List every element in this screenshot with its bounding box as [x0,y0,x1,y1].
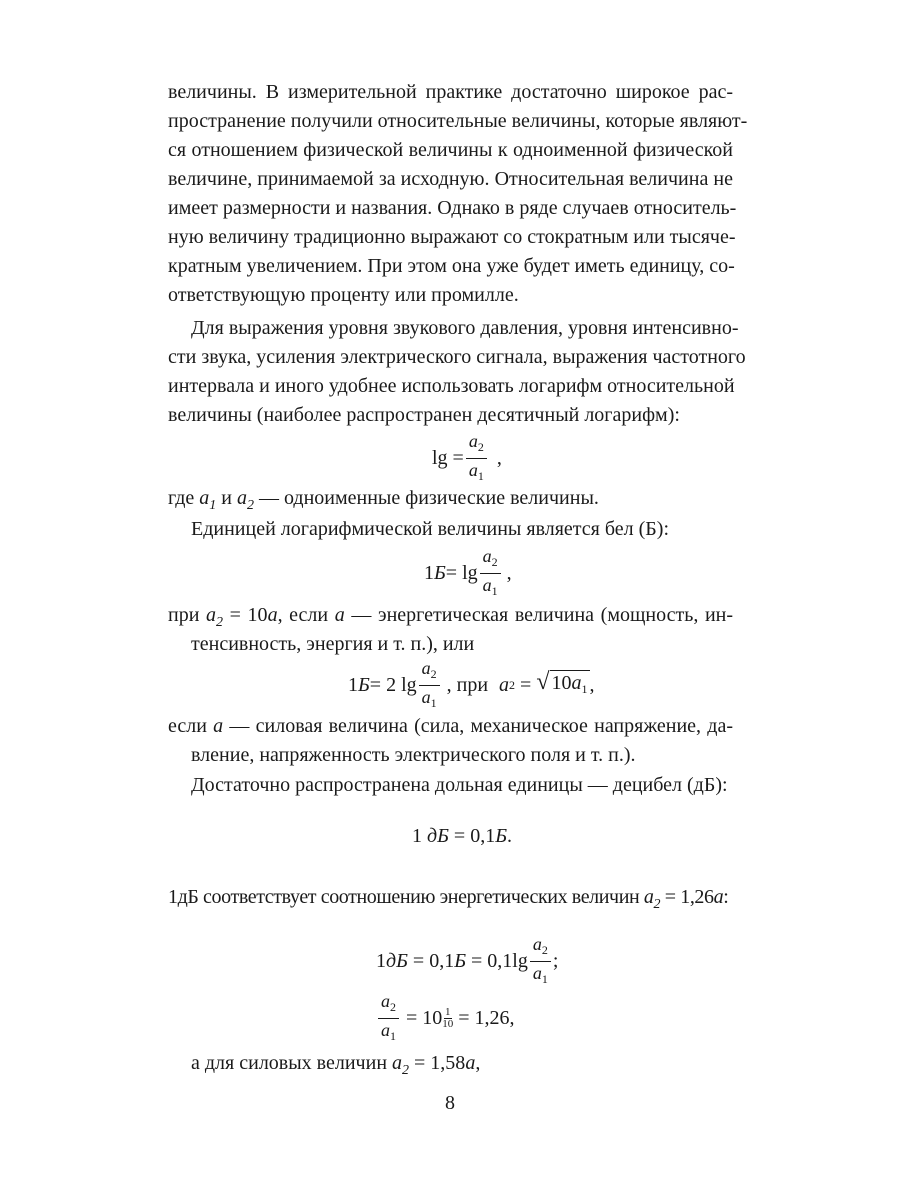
formula-6-den-sub: 1 [390,1029,396,1043]
ratio-var-2: a [713,886,724,908]
paragraph-2-line-4: величины (наиболее распространен десятичный логарифм): [168,404,680,426]
force-line-2: вление, напряженность электрического поля и т. п.). [191,744,636,766]
formula-1-fraction [466,430,487,487]
force-ratio-var-2: a [465,1052,476,1074]
formula-2-num-var: a [482,546,492,566]
ratio-line [168,883,733,919]
formula-3-mid: , при [441,674,494,696]
formula-2-fraction [480,545,501,602]
formula-6-fraction [378,990,399,1047]
formula-6-eq: = 10 [401,1007,443,1029]
energy-line-2: тенсивность, энергия и т. п.), или [191,633,475,655]
energy-prefix: при [168,604,207,626]
where-mid: и [216,487,237,509]
formula-5-tail: ; [552,950,559,972]
formula-4-unit-1: дБ [427,825,449,847]
formula-2-lhs-num: 1 [424,562,434,584]
formula-6-result: = 1,26, [453,1007,515,1029]
paragraph-2-line-3: интервала и иного удобнее использовать логарифм относительной [168,375,735,397]
formula-3-sqrt: √ $10a_1$ [536,670,589,701]
paragraph-2-line-2: сти звука, усиления электрического сигнала, выражения частотного [168,346,746,368]
formula-decibel [412,825,512,848]
force-ratio-var: a [392,1052,403,1074]
formula-5-num-var: a [532,934,542,954]
formula-3-rad-num: 10 [551,672,572,694]
formula-1-tail: , [496,447,502,469]
formula-4-num: 1 [412,825,427,847]
force-ratio-prefix: а для силовых величин [191,1052,393,1074]
formula-6-exponent [442,1007,453,1030]
page-number: 8 [445,1092,455,1114]
formula-3-rad-sub: 1 [581,682,588,696]
formula-2-eq: = lg [445,562,478,584]
energy-rest: , если [277,604,335,626]
paragraph-1-line-2: пространение получили относительные величины, которые являют- [168,110,748,132]
formula-5-unit-2: Б [454,950,466,972]
formula-2-num-sub: 2 [491,555,498,569]
paragraph-1-line-6: ную величину традиционно выражают со стократным или тысяче- [168,226,736,248]
formula-1-num-sub: 2 [477,440,484,454]
formula-6-num-sub: 2 [390,1000,396,1014]
formula-6-num-var: a [381,991,390,1011]
decibel-line: Достаточно распространена дольная единицы — децибел (дБ): [191,774,728,796]
energy-var-2: a [267,604,278,626]
force-ratio-tail: , [475,1052,481,1074]
paragraph-1-line-7: кратным увеличением. При этом она уже будет иметь единицу, со- [168,255,735,277]
formula-3-fraction [419,657,440,714]
where-suffix: — одноименные физические величины. [253,487,599,509]
formula-5-eq-2: = 0,1lg [466,950,528,972]
formula-5-den-var: a [532,963,542,983]
paragraph-1-line-8: ответствующую проценту или промилле. [168,284,519,306]
formula-1-den-sub: 1 [477,469,484,483]
where-sub-1: 1 [209,498,217,513]
formula-3-num-var: a [421,658,431,678]
formula-1-num-var: a [468,431,478,451]
formula-3-sub: 2 [509,678,516,692]
ratio-tail: : [723,886,729,908]
formula-6-den-var: a [381,1020,390,1040]
energy-tail: — энергетическая величина (мощность, ин- [344,604,734,626]
formula-5-den-sub: 1 [541,972,548,986]
formula-2-den-sub: 1 [491,584,498,598]
force-prefix: если [168,715,214,737]
formula-5-unit-1: дБ [386,950,408,972]
formula-5-num-sub: 2 [541,943,548,957]
formula-3-den-var: a [421,687,431,707]
energy-eq: = 10 [223,604,268,626]
formula-3-var: a [499,674,510,696]
ratio-text: 1дБ соответствует соотношению энергетических величин [168,886,644,908]
formula-3-eq-2: = [515,674,537,696]
formula-lg-ratio [432,430,502,487]
formula-3-tail: , [589,674,595,696]
formula-4-tail: . [507,825,512,847]
paragraph-1-line-3: ся отношением физической величины к одноименной физической [168,139,733,161]
formula-bel-force [348,657,595,714]
formula-3-den-sub: 1 [430,696,437,710]
energy-var: a [206,604,217,626]
formula-4-eq: = 0,1 [448,825,496,847]
ratio-sub: 2 [653,897,661,912]
formula-5-eq-1: = 0,1 [407,950,455,972]
paragraph-1-line-5: имеет размерности и названия. Однако в ряде случаев относитель- [168,197,737,219]
energy-sub: 2 [216,615,224,630]
energy-var-3: a [334,604,345,626]
where-prefix: где [168,487,200,509]
formula-3-num-sub: 2 [430,667,437,681]
formula-3-rad-var: a [571,672,582,694]
formula-6-exp-den: 10 [442,1018,454,1030]
ratio-eq: = 1,26 [660,886,714,908]
formula-4-unit-2: Б [495,825,507,847]
where-var-1: a [199,487,210,509]
formula-2-tail: , [506,562,512,584]
formula-3-eq: = 2 lg [369,674,417,696]
formula-3-lhs-unit: Б [358,674,370,696]
formula-5-fraction [530,933,551,990]
force-ratio-sub: 2 [402,1063,410,1078]
formula-ratio-value [376,990,515,1047]
formula-1-den-var: a [468,460,478,480]
paragraph-1-line-1: величины. В измерительной практике достаточно широкое рас- [168,81,733,103]
formula-2-lhs-unit: Б [434,562,446,584]
formula-6-exp-num: 1 [445,1006,451,1018]
force-var: a [213,715,224,737]
formula-3-lhs-num: 1 [348,674,358,696]
where-var-2: a [236,487,247,509]
formula-2-den-var: a [482,575,492,595]
force-tail: — силовая величина (сила, механическое напряжение, да- [223,715,733,737]
formula-5-lhs: 1 [376,950,386,972]
force-line-1 [168,712,733,740]
ratio-var: a [643,886,654,908]
formula-bel [424,545,512,602]
formula-1-lhs: lg = [432,447,464,469]
force-ratio-eq: = 1,58 [409,1052,466,1074]
formula-decibel-log [376,933,558,990]
paragraph-1-line-4: величине, принимаемой за исходную. Относительная величина не [168,168,733,190]
paragraph-2-line-1: Для выражения уровня звукового давления, уровня интенсивно- [191,317,739,339]
unit-definition-line: Единицей логарифмической величины является бел (Б): [191,518,669,540]
force-ratio-line [191,1049,733,1085]
where-sub-2: 2 [246,498,254,513]
